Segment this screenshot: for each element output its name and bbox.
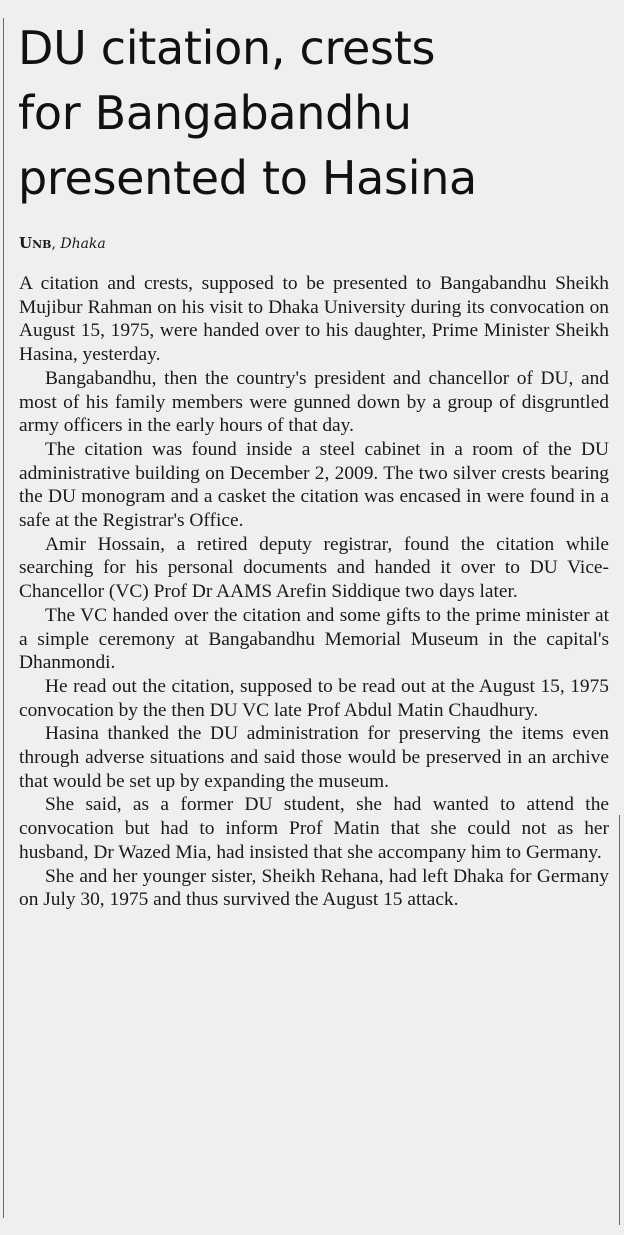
headline-line-1: DU citation, crests bbox=[18, 21, 436, 75]
article-paragraph: The citation was found inside a steel cabinet in a room of the DU administrative building on December 2, 2009. The two silver crests bearing the DU monogram and a casket the citation was encased in were found in a safe at the Registrar's Office. bbox=[19, 438, 609, 532]
headline-line-2: for Bangabandhu bbox=[18, 86, 412, 140]
article-paragraph: The VC handed over the citation and some gifts to the prime minister at a simple ceremony at Bangabandhu Memorial Museum in the capital's Dhanmondi. bbox=[19, 604, 609, 674]
byline-place: Dhaka bbox=[60, 236, 106, 252]
article-body bbox=[19, 272, 609, 912]
article-paragraph: She and her younger sister, Sheikh Rehana, had left Dhaka for Germany on July 30, 1975 and thus survived the August 15 attack. bbox=[19, 865, 609, 911]
article-paragraph: A citation and crests, supposed to be presented to Bangabandhu Sheikh Mujibur Rahman on his visit to Dhaka University during its convocation on August 15, 1975, were handed over to his daughter, Prime Minister Sheikh Hasina, yesterday. bbox=[19, 273, 609, 366]
column-rule-right bbox=[619, 815, 620, 1225]
article-paragraph: Hasina thanked the DU administration for preserving the items even through adverse situations and said those would be preserved in an archive that would be set up by expanding the museum. bbox=[19, 723, 609, 792]
headline-line-3: presented to Hasina bbox=[18, 151, 477, 205]
byline bbox=[19, 233, 106, 254]
article-paragraph: Bangabandhu, then the country's president and chancellor of DU, and most of his family members were gunned down by a group of disgruntled army officers in the early hours of that day. bbox=[19, 367, 609, 437]
column-rule-left bbox=[3, 18, 4, 1218]
byline-separator: , bbox=[51, 236, 61, 252]
article-paragraph: Amir Hossain, a retired deputy registrar, found the citation while searching for his personal documents and handed it over to DU Vice-Chancellor (VC) Prof Dr AAMS Arefin Siddique two days later. bbox=[19, 533, 609, 603]
headline bbox=[18, 16, 618, 211]
byline-agency: Unb bbox=[19, 234, 52, 252]
article-paragraph: She said, as a former DU student, she had wanted to attend the convocation but had to inform Prof Matin that she could not as her husband, Dr Wazed Mia, had insisted that she accompany him to Germany. bbox=[19, 794, 609, 863]
article-paragraph: He read out the citation, supposed to be read out at the August 15, 1975 convocation by the then DU VC late Prof Abdul Matin Chaudhury. bbox=[19, 675, 609, 721]
